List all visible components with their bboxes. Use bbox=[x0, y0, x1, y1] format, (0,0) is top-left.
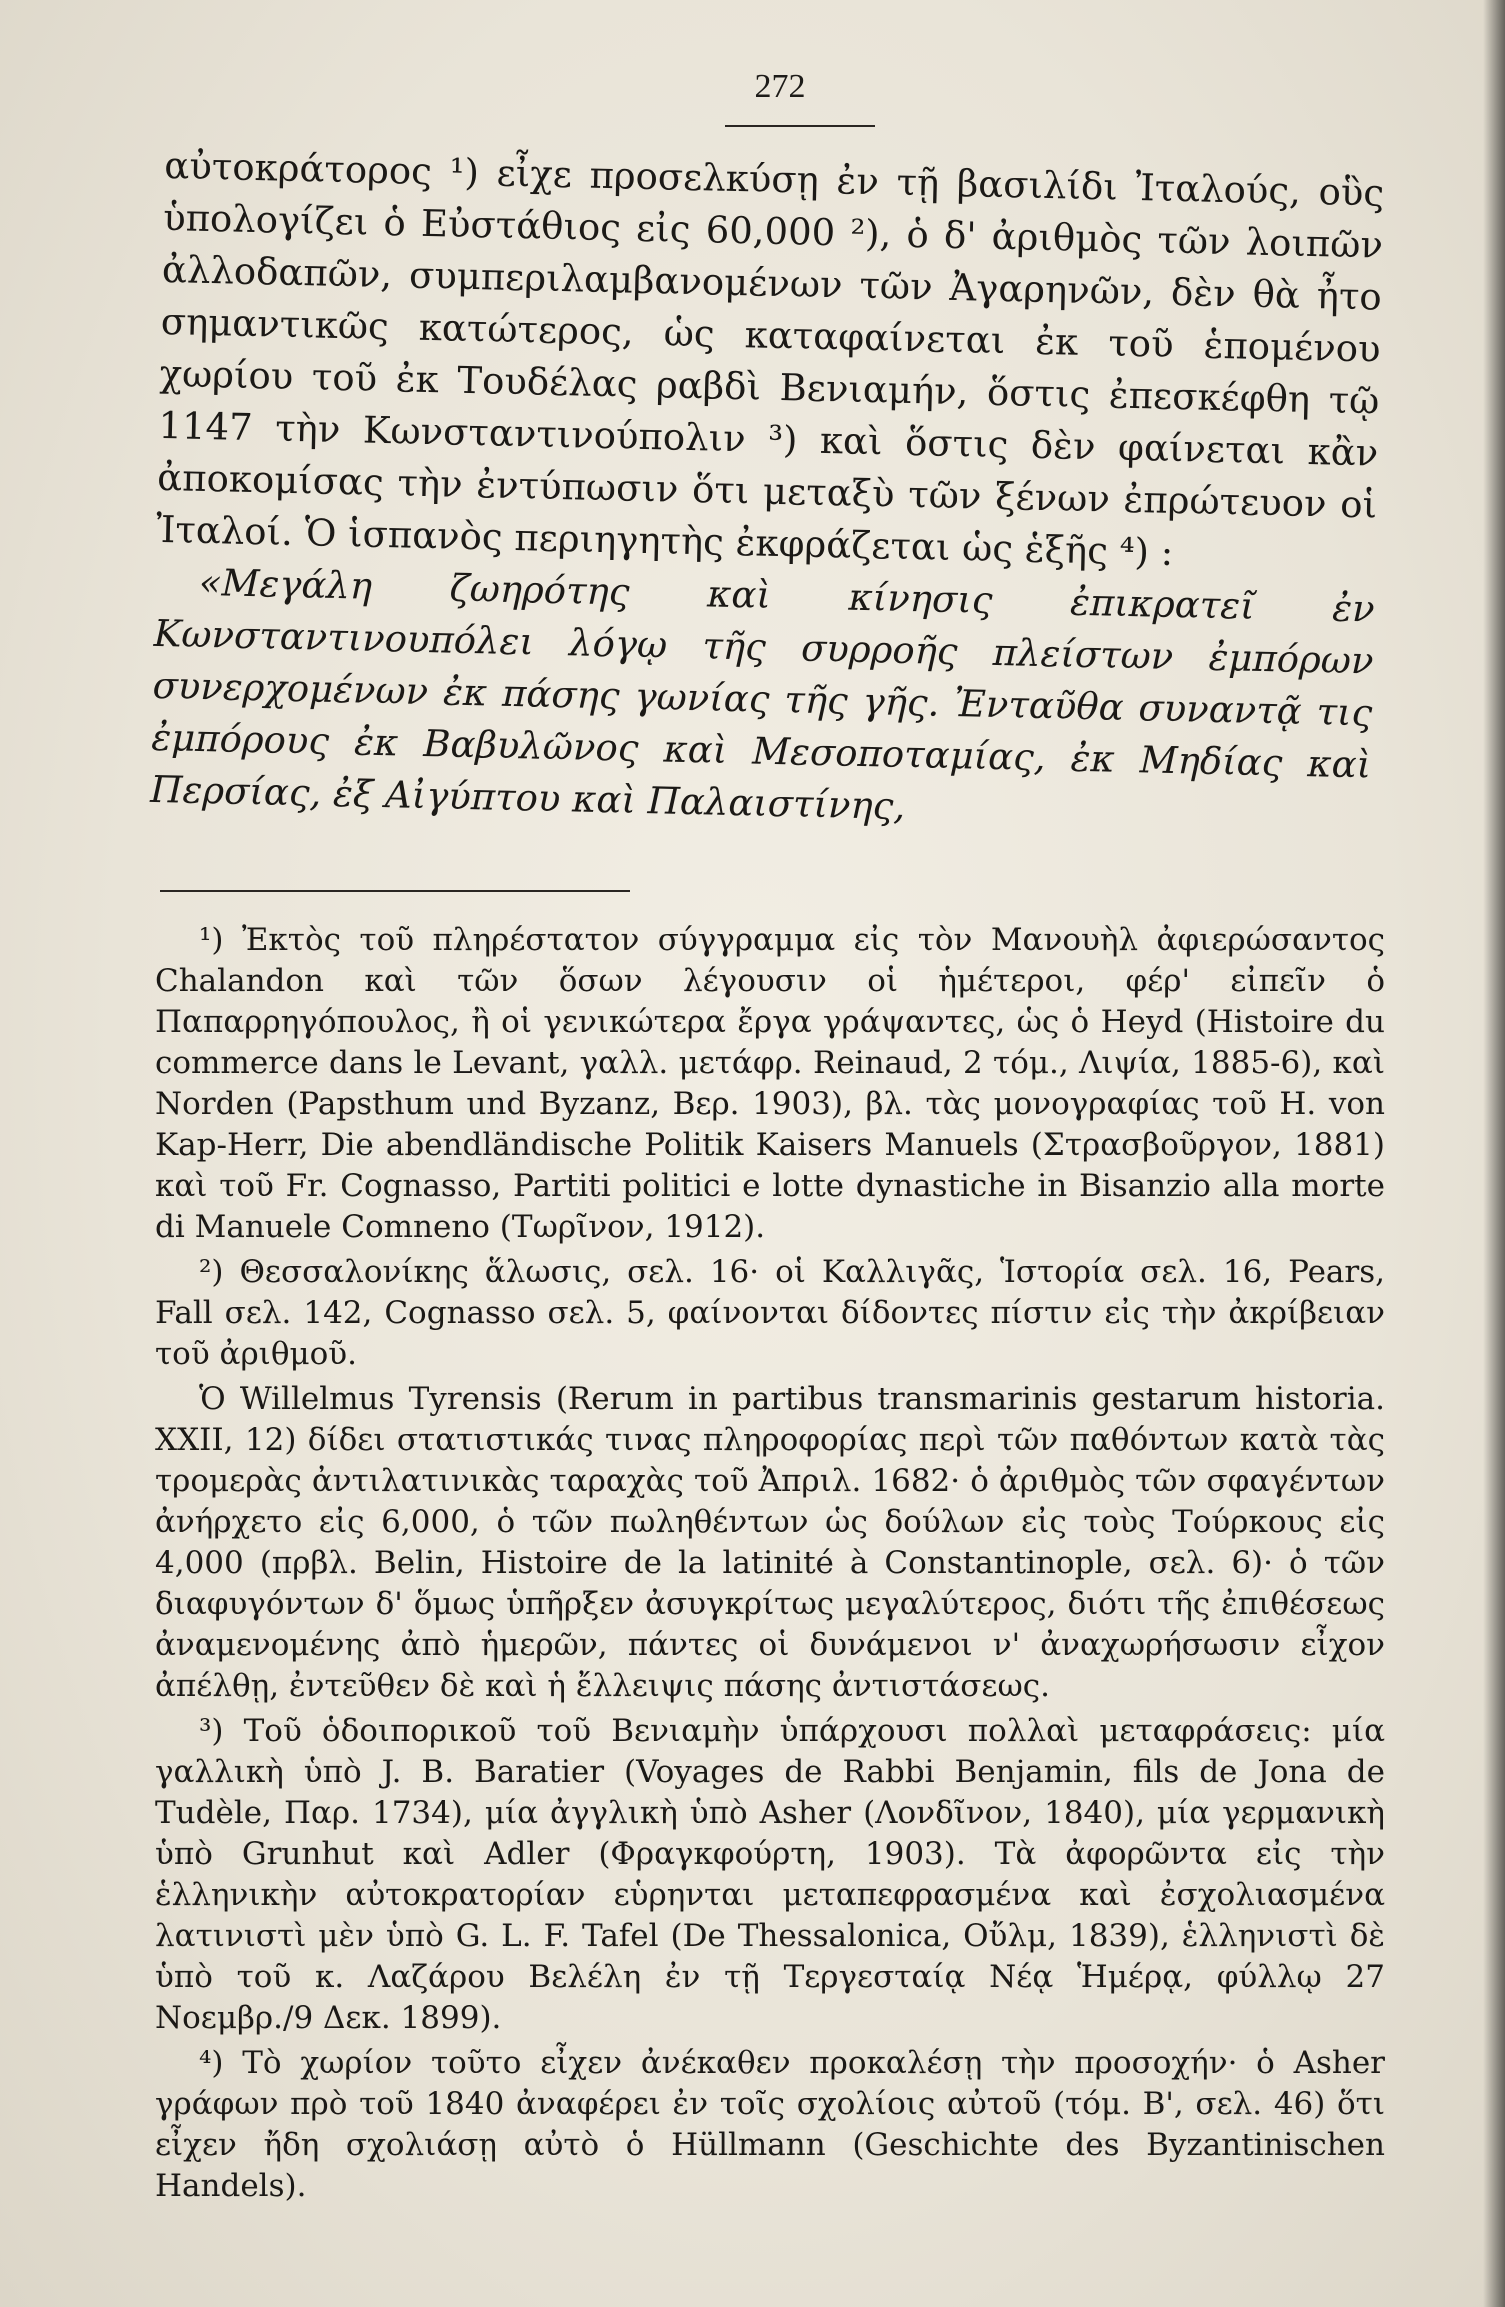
footnote-2-continued: Ὁ Willelmus Tyrensis (Rerum in partibus transmarinis gestarum historia. XXII, 12) δίδει στατιστικάς τινας πληροφορίας περὶ τῶν παθόντων κατὰ τὰς τρομερὰς ἀντιλατινικὰς ταραχὰς τοῦ Ἀπριλ. 1682· ὁ ἀριθμὸς τῶν σφαγέντων ἀνήρχετο εἰς 6,000, ὁ τῶν πωληθέντων ὡς δούλων εἰς τοὺς Τούρκους εἰς 4,000 (πρβλ. Belin, Histoire de la latinité à Constantinople, σελ. 6)· ὁ τῶν διαφυγόντων δ' ὅμως ὑπῆρξεν ἀσυγκρίτως μεγαλύτερος, διότι τῆς ἐπιθέσεως ἀναμενομένης ἀπὸ ἡμερῶν, πάντες οἱ δυνάμενοι ν' ἀναχωρήσωσιν εἶχον ἀπέλθῃ, ἐντεῦθεν δὲ καὶ ἡ ἔλλειψις πάσης ἀντιστάσεως. bbox=[155, 1381, 1385, 1704]
paragraph: αὐτοκράτορος ¹) εἶχε προσελκύσῃ ἐν τῇ βασιλίδι Ἰταλούς, οὓς ὑπολογίζει ὁ Εὐστάθιος εἰς 60,000 ²), ὁ δ' ἀριθμὸς τῶν λοιπῶν ἀλλοδαπῶν, συμπεριλαμβανομένων τῶν Ἀγαρηνῶν, δὲν θὰ ἦτο σημαντικῶς κατώτερος, ὡς καταφαίνεται ἐκ τοῦ ἑπομένου χωρίου τοῦ ἐκ Τουδέλας ραβδὶ Βενιαμήν, ὅστις ἐπεσκέφθη τῷ 1147 τὴν Κωνσταντινούπολιν ³) καὶ ὅστις δὲν φαίνεται κἂν ἀποκομίσας τὴν ἐντύπωσιν ὅτι μεταξὺ τῶν ξένων ἐπρώτευον οἱ Ἰταλοί. Ὁ ἱσπανὸς περιηγητὴς ἐκφράζεται ὡς ἑξῆς ⁴) : bbox=[155, 143, 1385, 574]
footnote-4: ⁴) Τὸ χωρίον τοῦτο εἶχεν ἀνέκαθεν προκαλέσῃ τὴν προσοχήν· ὁ Asher γράφων πρὸ τοῦ 1840 ἀναφέρει ἐν τοῖς σχολίοις αὐτοῦ (τόμ. Β', σελ. 46) ὅτι εἶχεν ἤδη σχολιάσῃ αὐτὸ ὁ Hüllmann (Geschichte des Byzantinischen Handels). bbox=[155, 2045, 1385, 2204]
header-rule bbox=[725, 125, 875, 127]
main-text bbox=[150, 140, 1385, 844]
footnotes bbox=[155, 920, 1385, 2211]
page-number: 272 bbox=[754, 68, 806, 105]
footnote-1: ¹) Ἐκτὸς τοῦ πληρέστατον σύγγραμμα εἰς τὸν Μανουὴλ ἀφιερώσαντος Chalandon καὶ τῶν ὅσων λέγουσιν οἱ ἡμέτεροι, φέρ' εἰπεῖν ὁ Παπαρρηγόπουλος, ἢ οἱ γενικώτερα ἔργα γράψαντες, ὡς ὁ Heyd (Histoire du commerce dans le Levant, γαλλ. μετάφρ. Reinaud, 2 τόμ., Λιψία, 1885-6), καὶ Norden (Papsthum und Byzanz, Βερ. 1903), βλ. τὰς μονογραφίας τοῦ H. von Kap-Herr, Die abendländische Politik Kaisers Manuels (Στρασβοῦργον, 1881) καὶ τοῦ Fr. Cognasso, Partiti politici e lotte dynastiche in Bisanzio alla morte di Manuele Comneno (Τωρῖνον, 1912). bbox=[155, 922, 1385, 1245]
footnote-3: ³) Τοῦ ὁδοιπορικοῦ τοῦ Βενιαμὴν ὑπάρχουσι πολλαὶ μεταφράσεις: μία γαλλικὴ ὑπὸ J. B. Baratier (Voyages de Rabbi Benjamin, fils de Jona de Tudèle, Παρ. 1734), μία ἀγγλικὴ ὑπὸ Asher (Λονδῖνον, 1840), μία γερμανικὴ ὑπὸ Grunhut καὶ Adler (Φραγκφούρτη, 1903). Τὰ ἀφορῶντα εἰς τὴν ἑλληνικὴν αὐτοκρατορίαν εὑρηνται μεταπεφρασμένα καὶ ἐσχολιασμένα λατινιστὶ μὲν ὑπὸ G. L. F. Tafel (De Thessalonica, Οὔλμ, 1839), ἑλληνιστὶ δὲ ὑπὸ τοῦ κ. Λαζάρου Βελέλη ἐν τῇ Τεργεσταίᾳ Νέᾳ Ἡμέρᾳ, φύλλῳ 27 Νοεμβρ./9 Δεκ. 1899). bbox=[155, 1713, 1385, 2036]
quotation: «Μεγάλη ζωηρότης καὶ κίνησις ἐπικρατεῖ ἐν Κωνσταντινουπόλει λόγῳ τῆς συρροῆς πλείστων ἐμπόρων συνερχομένων ἐκ πάσης γωνίας τῆς γῆς. Ἐνταῦθα συναντᾷ τις ἐμπόρους ἐκ Βαβυλῶνος καὶ Μεσοποταμίας, ἐκ Μηδίας καὶ Περσίας, ἐξ Αἰγύπτου καὶ Παλαιστίνης, bbox=[149, 560, 1376, 828]
footnote-separator bbox=[160, 890, 630, 892]
footnote-2: ²) Θεσσαλονίκης ἅλωσις, σελ. 16· οἱ Καλλιγᾶς, Ἱστορία σελ. 16, Pears, Fall σελ. 142, Cognasso σελ. 5, φαίνονται δίδοντες πίστιν εἰς τὴν ἀκρίβειαν τοῦ ἀριθμοῦ. bbox=[155, 1254, 1385, 1372]
binding-shadow bbox=[1483, 0, 1505, 2307]
